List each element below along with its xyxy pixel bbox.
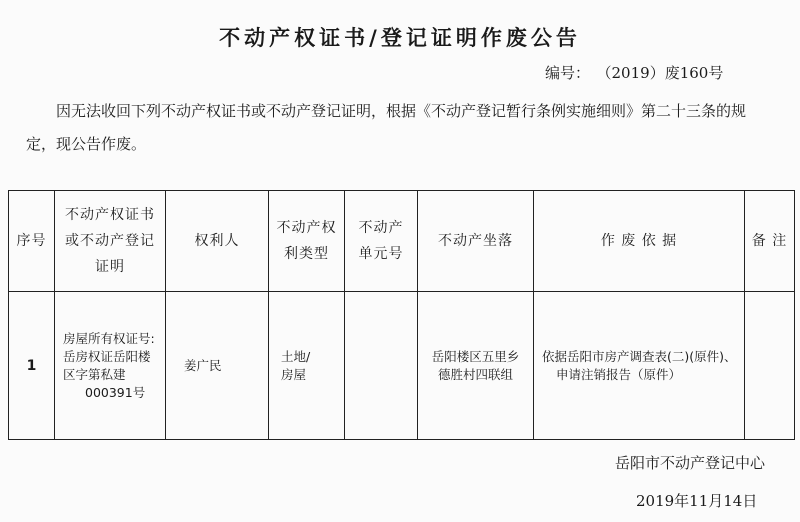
header-seq: 序号 [9,191,55,292]
cert-line: 岳房权证岳阳楼 [63,348,151,364]
header-location: 不动产坐落 [418,191,534,292]
notice-number-value: （2019）废160号 [604,64,724,82]
notice-number-label: 编号： [545,64,591,82]
cert-line: 000391号 [85,384,146,400]
location-line: 岳阳楼区五里乡 [431,348,520,364]
table-row [9,292,795,440]
row-right-type [269,292,345,440]
type-line: 土地/ [281,348,311,364]
header-certificate-text: 不动产权证书或不动产登记证明 [65,207,155,275]
row-void-basis [534,292,745,440]
cert-line: 房屋所有权证号: [63,330,155,346]
location-line: 德胜村四联组 [437,366,513,382]
table-header-row [9,191,795,292]
header-unit-no [345,191,418,292]
row-location [418,292,534,440]
row-certificate [55,292,166,440]
notice-number [545,62,723,83]
header-unit-no-text: 不动产单元号 [358,220,404,262]
basis-line: 依据岳阳市房产调查表(二)(原件)、 [542,348,737,364]
cert-line: 区字第私建 [63,366,126,382]
type-line: 房屋 [281,366,307,382]
notice-title: 不动产权证书/登记证明作废公告 [219,26,581,50]
header-certificate [55,191,166,292]
basis-line: 申请注销报告（原件） [556,366,682,382]
row-seq: 1 [9,292,55,440]
row-unit-no [345,292,418,440]
header-remark: 备 注 [745,191,795,292]
row-remark [745,292,795,440]
issue-date: 2019年11月14日 [636,492,758,510]
row-owner: 姜广民 [166,292,269,440]
notice-paragraph: 因无法收回下列不动产权证书或不动产登记证明，根据《不动产登记暂行条例实施细则》第二十三条的规定，现公告作废。 [26,102,747,153]
header-void-basis: 作 废 依 据 [534,191,745,292]
header-owner: 权利人 [166,191,269,292]
issuing-organization: 岳阳市不动产登记中心 [615,454,766,472]
header-right-type [269,191,345,292]
void-certificate-table [8,190,795,440]
header-right-type-text: 不动产权利类型 [276,220,337,262]
